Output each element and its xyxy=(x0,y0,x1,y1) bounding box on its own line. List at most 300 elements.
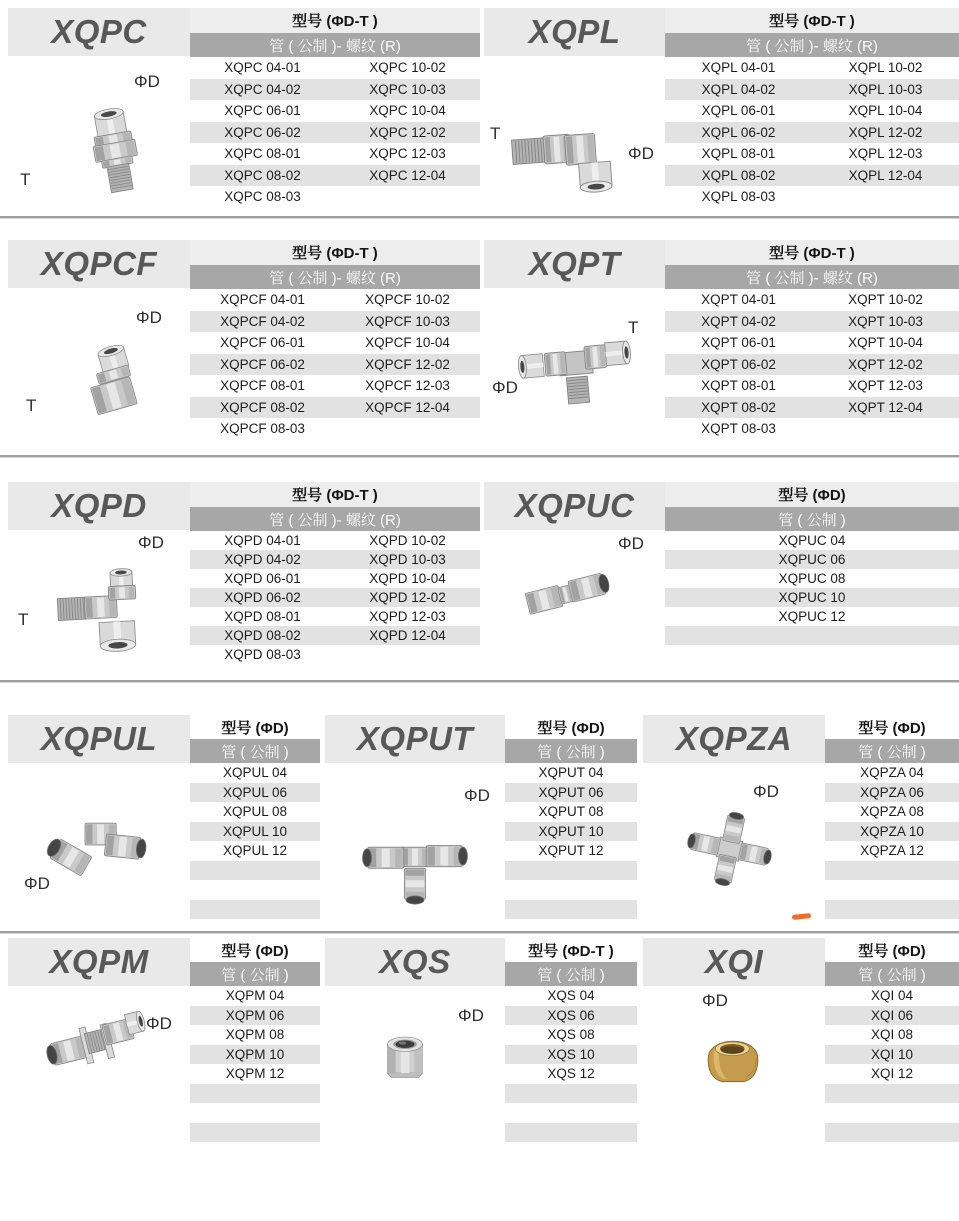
table-row xyxy=(825,763,959,783)
fitting-illustration xyxy=(672,795,787,903)
table-subheader: 管 ( 公制 ) xyxy=(505,962,637,986)
dim-label-phi-d: ΦD xyxy=(146,1014,172,1033)
table-row xyxy=(190,57,480,79)
model-cell xyxy=(825,900,959,920)
table-row xyxy=(825,802,959,822)
model-cell: XQPUL 10 xyxy=(222,823,288,839)
model-cell xyxy=(335,186,480,208)
table-row xyxy=(665,122,959,144)
table-row xyxy=(825,783,959,803)
model-cell: XQPUT 04 xyxy=(538,765,604,781)
table-row xyxy=(665,569,959,588)
table-row xyxy=(825,1006,959,1026)
table-row xyxy=(190,311,480,333)
model-cell: XQPC 04-02 xyxy=(224,81,301,97)
table-subheader: 管 ( 公制 ) xyxy=(190,739,320,763)
table-row xyxy=(190,375,480,397)
model-table xyxy=(505,938,637,1142)
model-cell: XQPZA 12 xyxy=(860,843,924,859)
product-title: XQPUC xyxy=(514,487,635,524)
table-row xyxy=(825,1103,959,1123)
model-cell xyxy=(335,645,480,664)
table-row xyxy=(190,1084,320,1104)
product-title-banner xyxy=(643,938,825,986)
model-cell: XQPC 10-04 xyxy=(369,103,446,119)
fitting-illustration xyxy=(35,795,160,895)
model-cell: XQI 04 xyxy=(870,988,914,1004)
product-title: XQI xyxy=(704,943,764,980)
model-cell: XQPC 10-03 xyxy=(369,81,446,97)
model-table xyxy=(190,240,480,440)
model-cell xyxy=(825,1084,959,1104)
model-cell: XQPT 10-04 xyxy=(848,335,923,351)
model-cell xyxy=(505,900,637,920)
model-table xyxy=(665,482,959,645)
table-header: 型号 (ΦD) xyxy=(858,719,926,737)
table-body xyxy=(665,531,959,645)
model-cell: XQPL 12-02 xyxy=(848,124,923,140)
table-row xyxy=(505,861,637,881)
model-cell: XQPC 06-02 xyxy=(224,124,301,140)
product-title: XQPM xyxy=(49,943,149,980)
table-row xyxy=(190,1045,320,1065)
model-cell: XQPL 04-01 xyxy=(701,60,776,76)
section-divider xyxy=(0,455,959,457)
model-cell: XQPD 12-02 xyxy=(369,590,446,605)
table-header: 型号 (ΦD-T ) xyxy=(528,942,614,960)
table-row xyxy=(825,986,959,1006)
table-row xyxy=(190,186,480,208)
table-row xyxy=(190,783,320,803)
model-cell xyxy=(825,1123,959,1143)
model-cell: XQPL 08-01 xyxy=(701,146,776,162)
table-row xyxy=(190,100,480,122)
table-row xyxy=(665,79,959,101)
table-row xyxy=(665,57,959,79)
table-subheader: 管 ( 公制 )- 螺纹 (R) xyxy=(665,265,959,289)
model-cell: XQPD 12-04 xyxy=(369,628,446,643)
table-body xyxy=(190,531,480,664)
table-row xyxy=(190,763,320,783)
model-cell: XQPT 06-02 xyxy=(701,356,776,372)
fitting-illustration xyxy=(500,548,635,640)
table-header: 型号 (ΦD) xyxy=(221,719,289,737)
model-cell: XQPM 12 xyxy=(225,1066,285,1082)
model-cell: XQPD 10-04 xyxy=(369,571,446,586)
fitting-illustration xyxy=(48,88,178,203)
product-title-banner xyxy=(8,715,190,763)
model-cell: XQPUC 10 xyxy=(778,590,846,605)
model-cell: XQPT 10-02 xyxy=(848,292,923,308)
table-body xyxy=(190,763,320,919)
table-header: 型号 (ΦD-T ) xyxy=(665,240,959,265)
fitting-illustration xyxy=(30,992,170,1087)
product-title-banner xyxy=(325,715,505,763)
model-cell: XQPC 08-03 xyxy=(224,189,301,205)
table-row xyxy=(190,418,480,440)
dim-label-t: T xyxy=(20,170,31,189)
dim-label-t: T xyxy=(490,124,501,143)
table-row xyxy=(825,1123,959,1143)
product-photo-xqpc xyxy=(48,88,178,203)
table-row xyxy=(665,626,959,645)
model-cell: XQPD 08-03 xyxy=(224,647,301,662)
table-row xyxy=(825,822,959,842)
model-cell: XQPC 04-01 xyxy=(224,60,301,76)
table-row xyxy=(190,802,320,822)
dim-label-phi-d: ΦD xyxy=(138,533,164,552)
table-row xyxy=(190,841,320,861)
model-cell: XQPL 08-02 xyxy=(701,167,776,183)
product-title-banner xyxy=(484,8,665,56)
model-cell: XQPD 12-03 xyxy=(369,609,446,624)
model-cell: XQPZA 04 xyxy=(860,765,924,781)
table-row xyxy=(505,802,637,822)
model-cell: XQPT 06-01 xyxy=(701,335,776,351)
table-header: 型号 (ΦD-T ) xyxy=(665,8,959,33)
model-cell: XQPUC 06 xyxy=(778,552,846,567)
table-row xyxy=(505,986,637,1006)
fitting-illustration xyxy=(505,315,645,420)
model-table xyxy=(505,715,637,919)
product-title: XQPZA xyxy=(675,720,793,757)
model-cell: XQPUL 08 xyxy=(222,804,288,820)
model-cell: XQPCF 10-04 xyxy=(365,335,450,351)
model-cell: XQPL 04-02 xyxy=(701,81,776,97)
model-cell: XQS 06 xyxy=(547,1007,595,1023)
model-cell: XQPM 06 xyxy=(225,1007,285,1023)
table-row xyxy=(190,289,480,311)
product-photo-xqpm xyxy=(30,992,170,1087)
product-photo-xqpuc xyxy=(500,548,635,640)
table-row xyxy=(825,841,959,861)
product-photo-xqs xyxy=(355,1008,455,1098)
model-cell xyxy=(190,900,320,920)
model-cell xyxy=(825,1103,959,1123)
table-subheader: 管 ( 公制 ) xyxy=(825,962,959,986)
model-cell: XQPUC 08 xyxy=(778,571,846,586)
model-cell: XQPT 12-02 xyxy=(848,356,923,372)
product-photo-xqpza xyxy=(672,795,787,903)
model-cell xyxy=(190,1103,320,1123)
model-cell: XQPT 12-04 xyxy=(848,399,923,415)
table-row xyxy=(665,100,959,122)
model-cell: XQPZA 10 xyxy=(860,823,924,839)
model-table xyxy=(825,715,959,919)
table-row xyxy=(825,880,959,900)
product-title: XQPCF xyxy=(40,245,158,282)
table-body xyxy=(505,986,637,1142)
product-title: XQPL xyxy=(528,13,621,50)
table-row xyxy=(190,332,480,354)
table-row xyxy=(190,1103,320,1123)
table-row xyxy=(665,375,959,397)
product-title: XQPC xyxy=(51,13,147,50)
model-cell: XQPCF 08-03 xyxy=(220,421,305,437)
section-divider xyxy=(0,680,959,682)
table-row xyxy=(665,531,959,550)
model-cell: XQPCF 08-02 xyxy=(220,399,305,415)
model-cell: XQPT 08-03 xyxy=(701,421,776,437)
model-cell: XQPD 06-01 xyxy=(224,571,301,586)
fitting-illustration xyxy=(350,812,480,910)
model-cell xyxy=(190,880,320,900)
table-body xyxy=(665,289,959,440)
table-row xyxy=(190,354,480,376)
table-body xyxy=(505,763,637,919)
product-photo-xqpcf xyxy=(48,325,173,437)
product-title-banner xyxy=(643,715,825,763)
table-row xyxy=(825,900,959,920)
table-row xyxy=(665,311,959,333)
model-cell: XQPD 08-02 xyxy=(224,628,301,643)
table-subheader: 管 ( 公制 ) xyxy=(825,739,959,763)
product-title: XQPT xyxy=(528,245,621,282)
table-subheader: 管 ( 公制 )- 螺纹 (R) xyxy=(665,33,959,57)
model-cell xyxy=(190,861,320,881)
fitting-illustration xyxy=(355,1008,455,1098)
model-cell xyxy=(505,1084,637,1104)
table-row xyxy=(505,1006,637,1026)
table-row xyxy=(665,588,959,607)
model-cell: XQPCF 12-02 xyxy=(365,356,450,372)
table-body xyxy=(190,986,320,1142)
model-cell: XQS 04 xyxy=(547,988,595,1004)
table-header: 型号 (ΦD-T ) xyxy=(190,8,480,33)
table-row xyxy=(665,397,959,419)
table-row xyxy=(190,1025,320,1045)
model-cell xyxy=(505,1123,637,1143)
model-cell: XQPD 06-02 xyxy=(224,590,301,605)
model-cell: XQPT 08-01 xyxy=(701,378,776,394)
table-header: 型号 (ΦD) xyxy=(537,719,605,737)
model-cell xyxy=(190,1123,320,1143)
model-cell: XQPCF 04-01 xyxy=(220,292,305,308)
model-cell: XQPT 04-02 xyxy=(701,313,776,329)
table-row xyxy=(190,822,320,842)
model-cell: XQPUT 10 xyxy=(538,823,604,839)
product-title: XQPUL xyxy=(40,720,158,757)
model-cell: XQPCF 10-03 xyxy=(365,313,450,329)
model-cell: XQPM 08 xyxy=(225,1027,285,1043)
table-row xyxy=(665,165,959,187)
dim-label-t: T xyxy=(628,318,639,337)
table-row xyxy=(505,841,637,861)
model-cell xyxy=(335,418,480,440)
model-cell: XQPD 04-02 xyxy=(224,552,301,567)
model-cell: XQPD 08-01 xyxy=(224,609,301,624)
table-row xyxy=(665,332,959,354)
table-row xyxy=(665,607,959,626)
section-divider xyxy=(0,931,959,933)
model-cell: XQPUT 08 xyxy=(538,804,604,820)
table-row xyxy=(825,1045,959,1065)
model-cell: XQPCF 06-01 xyxy=(220,335,305,351)
model-cell: XQPCF 08-01 xyxy=(220,378,305,394)
fitting-illustration xyxy=(48,325,173,437)
model-cell: XQPC 08-02 xyxy=(224,167,301,183)
product-title-banner xyxy=(8,938,190,986)
table-body xyxy=(825,986,959,1142)
table-row xyxy=(505,1064,637,1084)
model-table xyxy=(190,482,480,664)
product-photo-xqput xyxy=(350,812,480,910)
table-body xyxy=(665,57,959,208)
table-row xyxy=(190,531,480,550)
model-cell: XQPZA 08 xyxy=(860,804,924,820)
table-row xyxy=(190,626,480,645)
model-cell: XQPUL 06 xyxy=(222,784,288,800)
table-subheader: 管 ( 公制 ) xyxy=(190,962,320,986)
table-row xyxy=(190,588,480,607)
model-cell: XQPL 10-03 xyxy=(848,81,923,97)
table-body xyxy=(190,289,480,440)
model-cell: XQPC 12-02 xyxy=(369,124,446,140)
table-row xyxy=(190,900,320,920)
table-row xyxy=(190,986,320,1006)
table-row xyxy=(665,354,959,376)
table-row xyxy=(190,79,480,101)
table-row xyxy=(505,900,637,920)
product-title-banner xyxy=(484,240,665,288)
model-cell xyxy=(825,861,959,881)
model-cell: XQPT 04-01 xyxy=(701,292,776,308)
model-table xyxy=(190,715,320,919)
stray-mark xyxy=(792,913,811,920)
model-cell xyxy=(812,186,959,208)
model-cell: XQI 12 xyxy=(870,1066,914,1082)
product-title-banner xyxy=(8,482,190,530)
model-table xyxy=(665,8,959,208)
dim-label-phi-d: ΦD xyxy=(492,378,518,397)
product-title-banner xyxy=(325,938,505,986)
model-cell: XQPC 06-01 xyxy=(224,103,301,119)
model-cell xyxy=(665,626,959,645)
table-row xyxy=(825,861,959,881)
model-cell: XQPCF 12-04 xyxy=(365,399,450,415)
table-header: 型号 (ΦD-T ) xyxy=(190,240,480,265)
model-cell: XQPT 10-03 xyxy=(848,313,923,329)
dim-label-phi-d: ΦD xyxy=(618,534,644,553)
table-row xyxy=(825,1064,959,1084)
table-row xyxy=(825,1025,959,1045)
table-subheader: 管 ( 公制 ) xyxy=(665,507,959,531)
table-subheader: 管 ( 公制 )- 螺纹 (R) xyxy=(190,507,480,531)
model-cell: XQPD 10-02 xyxy=(369,533,446,548)
model-cell: XQI 10 xyxy=(870,1046,914,1062)
model-cell: XQPCF 04-02 xyxy=(220,313,305,329)
table-row xyxy=(190,165,480,187)
product-photo-xqpt xyxy=(505,315,645,420)
product-title-banner xyxy=(8,8,190,56)
product-photo-xqpul xyxy=(35,795,160,895)
table-row xyxy=(505,1025,637,1045)
dim-label-phi-d: ΦD xyxy=(136,308,162,327)
model-cell: XQPCF 12-03 xyxy=(365,378,450,394)
table-row xyxy=(190,880,320,900)
model-cell: XQPT 08-02 xyxy=(701,399,776,415)
model-cell: XQPCF 06-02 xyxy=(220,356,305,372)
model-cell: XQPL 06-01 xyxy=(701,103,776,119)
product-title-banner xyxy=(8,240,190,288)
table-row xyxy=(190,122,480,144)
product-title: XQPUT xyxy=(356,720,474,757)
table-row xyxy=(505,1045,637,1065)
model-cell: XQS 08 xyxy=(547,1027,595,1043)
table-row xyxy=(505,1103,637,1123)
model-table xyxy=(825,938,959,1142)
model-cell: XQPC 08-01 xyxy=(224,146,301,162)
dim-label-phi-d: ΦD xyxy=(753,782,779,801)
table-row xyxy=(505,1084,637,1104)
model-table xyxy=(190,938,320,1142)
product-title: XQPD xyxy=(51,487,147,524)
model-cell xyxy=(825,880,959,900)
table-row xyxy=(190,861,320,881)
table-subheader: 管 ( 公制 )- 螺纹 (R) xyxy=(190,33,480,57)
dim-label-phi-d: ΦD xyxy=(24,874,50,893)
table-subheader: 管 ( 公制 )- 螺纹 (R) xyxy=(190,265,480,289)
product-title: XQS xyxy=(379,943,451,980)
model-cell: XQPL 08-03 xyxy=(701,189,776,205)
table-subheader: 管 ( 公制 ) xyxy=(505,739,637,763)
table-row xyxy=(505,880,637,900)
table-row xyxy=(190,143,480,165)
model-cell: XQPUT 06 xyxy=(538,784,604,800)
model-cell: XQPT 12-03 xyxy=(848,378,923,394)
table-row xyxy=(190,645,480,664)
table-header: 型号 (ΦD-T ) xyxy=(190,482,480,507)
fitting-illustration xyxy=(45,550,180,660)
model-cell: XQPC 12-03 xyxy=(369,146,446,162)
model-cell: XQPC 12-04 xyxy=(369,167,446,183)
table-row xyxy=(665,550,959,569)
table-row xyxy=(505,783,637,803)
model-cell: XQI 08 xyxy=(870,1027,914,1043)
model-cell xyxy=(505,861,637,881)
table-row xyxy=(190,607,480,626)
dim-label-phi-d: ΦD xyxy=(628,144,654,163)
model-cell: XQPL 06-02 xyxy=(701,124,776,140)
table-row xyxy=(665,418,959,440)
model-cell xyxy=(190,1084,320,1104)
model-cell: XQPZA 06 xyxy=(860,784,924,800)
model-cell xyxy=(505,1103,637,1123)
table-header: 型号 (ΦD) xyxy=(858,942,926,960)
model-cell: XQPCF 10-02 xyxy=(365,292,450,308)
dim-label-phi-d: ΦD xyxy=(702,991,728,1010)
model-cell: XQS 12 xyxy=(547,1066,595,1082)
table-header: 型号 (ΦD) xyxy=(665,482,959,507)
model-table xyxy=(665,240,959,440)
model-cell: XQPL 12-04 xyxy=(848,167,923,183)
table-row xyxy=(505,1123,637,1143)
model-cell: XQPUL 12 xyxy=(222,843,288,859)
model-cell: XQPL 12-03 xyxy=(848,146,923,162)
product-title-banner xyxy=(484,482,665,530)
table-row xyxy=(190,1006,320,1026)
table-row xyxy=(190,569,480,588)
dim-label-phi-d: ΦD xyxy=(464,786,490,805)
model-cell: XQI 06 xyxy=(870,1007,914,1023)
model-cell xyxy=(812,418,959,440)
dim-label-phi-d: ΦD xyxy=(134,72,160,91)
table-row xyxy=(505,822,637,842)
table-row xyxy=(825,1084,959,1104)
table-row xyxy=(505,763,637,783)
fitting-illustration xyxy=(678,1018,788,1100)
section-divider xyxy=(0,216,959,218)
